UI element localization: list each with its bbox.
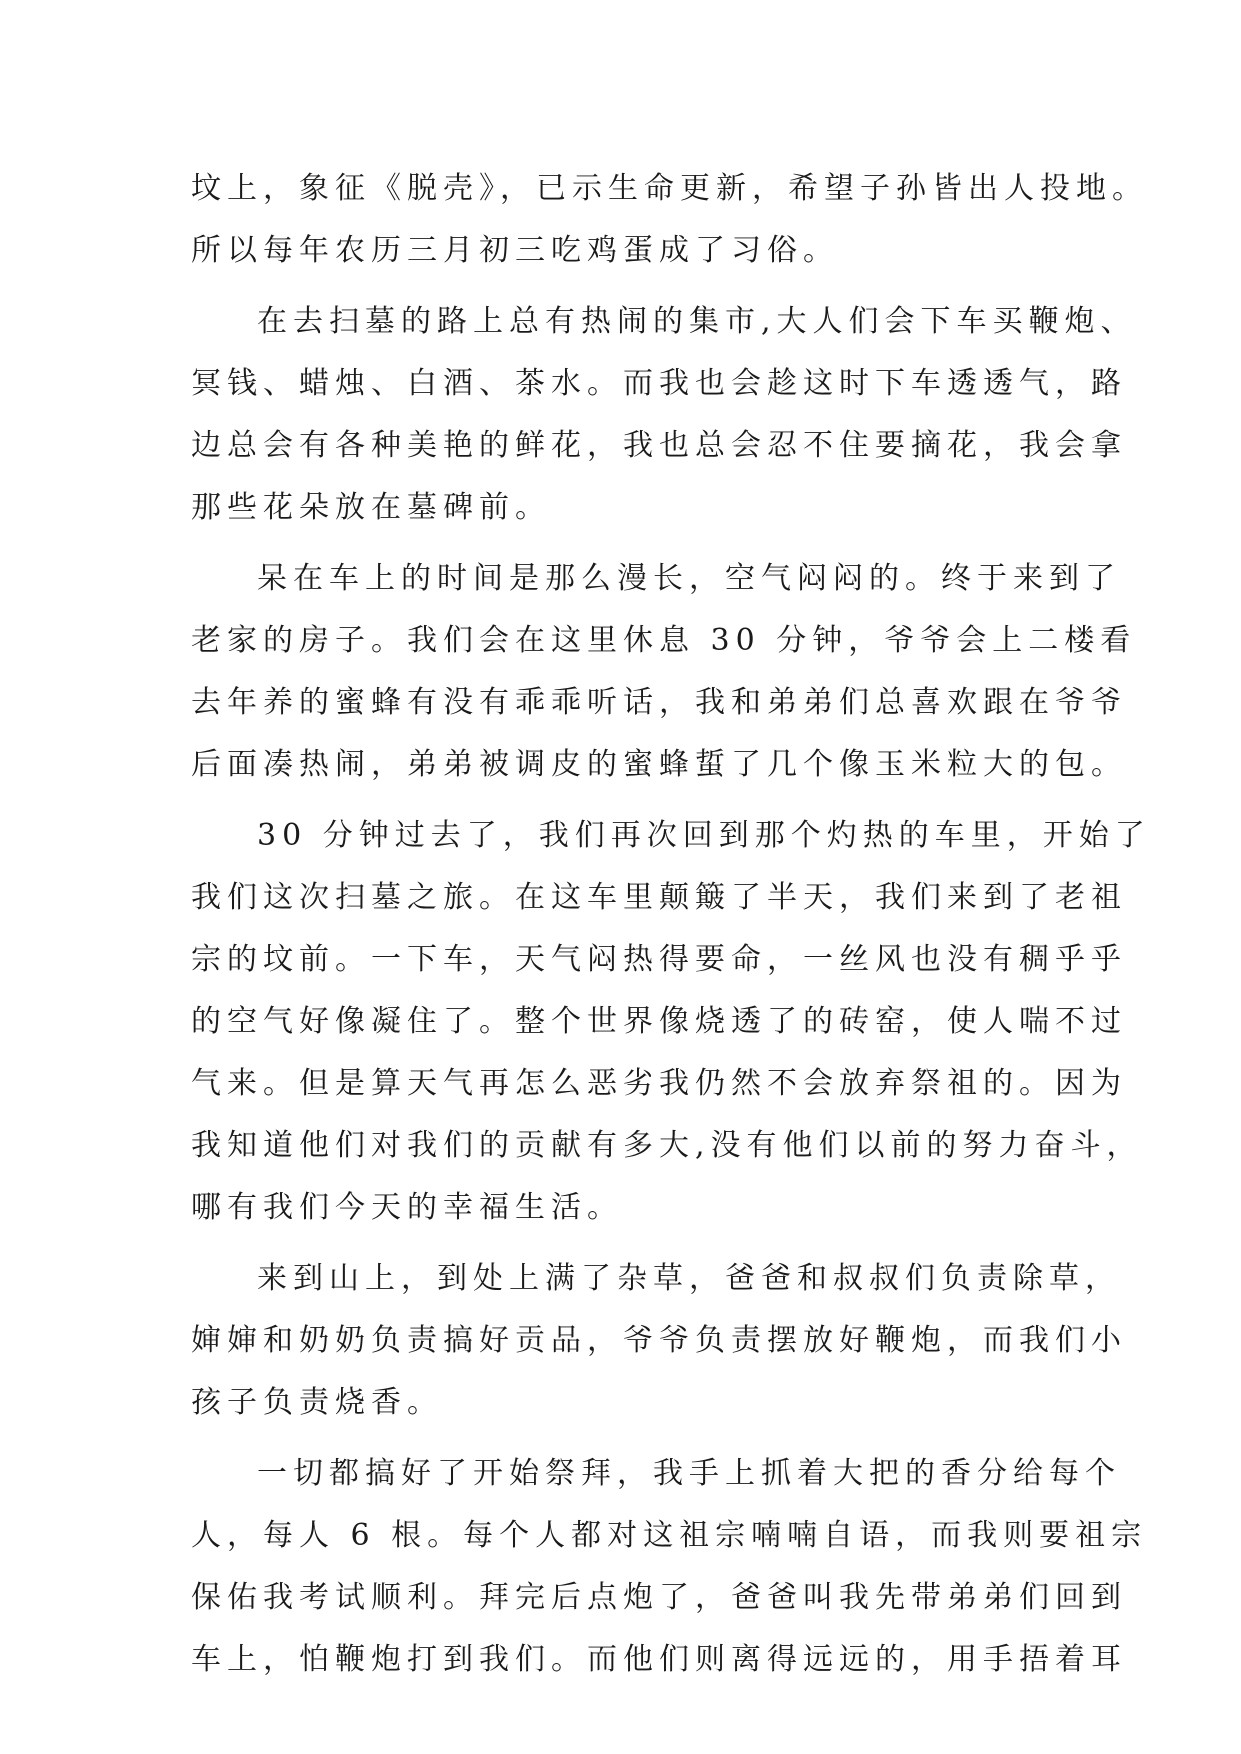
text-line: 宗的坟前。一下车，天气闷热得要命，一丝风也没有稠乎乎 [191,942,1127,977]
text-line: 坟上，象征《脱壳》，已示生命更新，希望子孙皆出人投地。 [191,171,1148,206]
text-line: 婶婶和奶奶负责搞好贡品，爷爷负责摆放好鞭炮，而我们小 [191,1323,1127,1358]
paragraph-2 [191,291,1137,539]
text-line: 气来。但是算天气再怎么恶劣我仍然不会放弃祭祖的。因为 [191,1066,1127,1101]
text-line: 边总会有各种美艳的鲜花，我也总会忍不住要摘花，我会拿 [191,428,1127,463]
text-line: 30 分钟过去了，我们再次回到那个灼热的车里，开始了 [257,818,1151,853]
text-line: 孩子负责烧香。 [191,1385,443,1420]
text-line: 哪有我们今天的幸福生活。 [191,1190,623,1225]
paragraph-6 [191,1443,1148,1691]
text-line: 所以每年农历三月初三吃鸡蛋成了习俗。 [191,233,839,268]
body-text [191,158,1151,1700]
paragraph-3 [191,548,1137,796]
text-line: 的空气好像凝住了。整个世界像烧透了的砖窑，使人喘不过 [191,1004,1127,1039]
text-line: 我们这次扫墓之旅。在这车里颠簸了半天，我们来到了老祖 [191,880,1127,915]
text-line: 人，每人 6 根。每个人都对这祖宗喃喃自语，而我则要祖宗 [191,1518,1148,1553]
paragraph-5 [191,1248,1127,1434]
text-line: 在去扫墓的路上总有热闹的集市,大人们会下车买鞭炮、 [257,304,1137,339]
text-line: 后面凑热闹，弟弟被调皮的蜜蜂蜇了几个像玉米粒大的包。 [191,747,1127,782]
paragraph-1 [191,158,1148,282]
text-line: 来到山上，到处上满了杂草，爸爸和叔叔们负责除草， [257,1261,1121,1296]
text-line: 一切都搞好了开始祭拜，我手上抓着大把的香分给每个 [257,1456,1121,1491]
text-line: 我知道他们对我们的贡献有多大,没有他们以前的努力奋斗， [191,1128,1143,1163]
paragraph-4 [191,805,1151,1239]
text-line: 车上，怕鞭炮打到我们。而他们则离得远远的，用手捂着耳 [191,1642,1127,1677]
text-line: 老家的房子。我们会在这里休息 30 分钟，爷爷会上二楼看 [191,623,1137,658]
text-line: 去年养的蜜蜂有没有乖乖听话，我和弟弟们总喜欢跟在爷爷 [191,685,1127,720]
text-line: 冥钱、蜡烛、白酒、茶水。而我也会趁这时下车透透气，路 [191,366,1127,401]
text-line: 保佑我考试顺利。拜完后点炮了，爸爸叫我先带弟弟们回到 [191,1580,1127,1615]
text-line: 那些花朵放在墓碑前。 [191,490,551,525]
text-line: 呆在车上的时间是那么漫长，空气闷闷的。终于来到了 [257,561,1121,596]
